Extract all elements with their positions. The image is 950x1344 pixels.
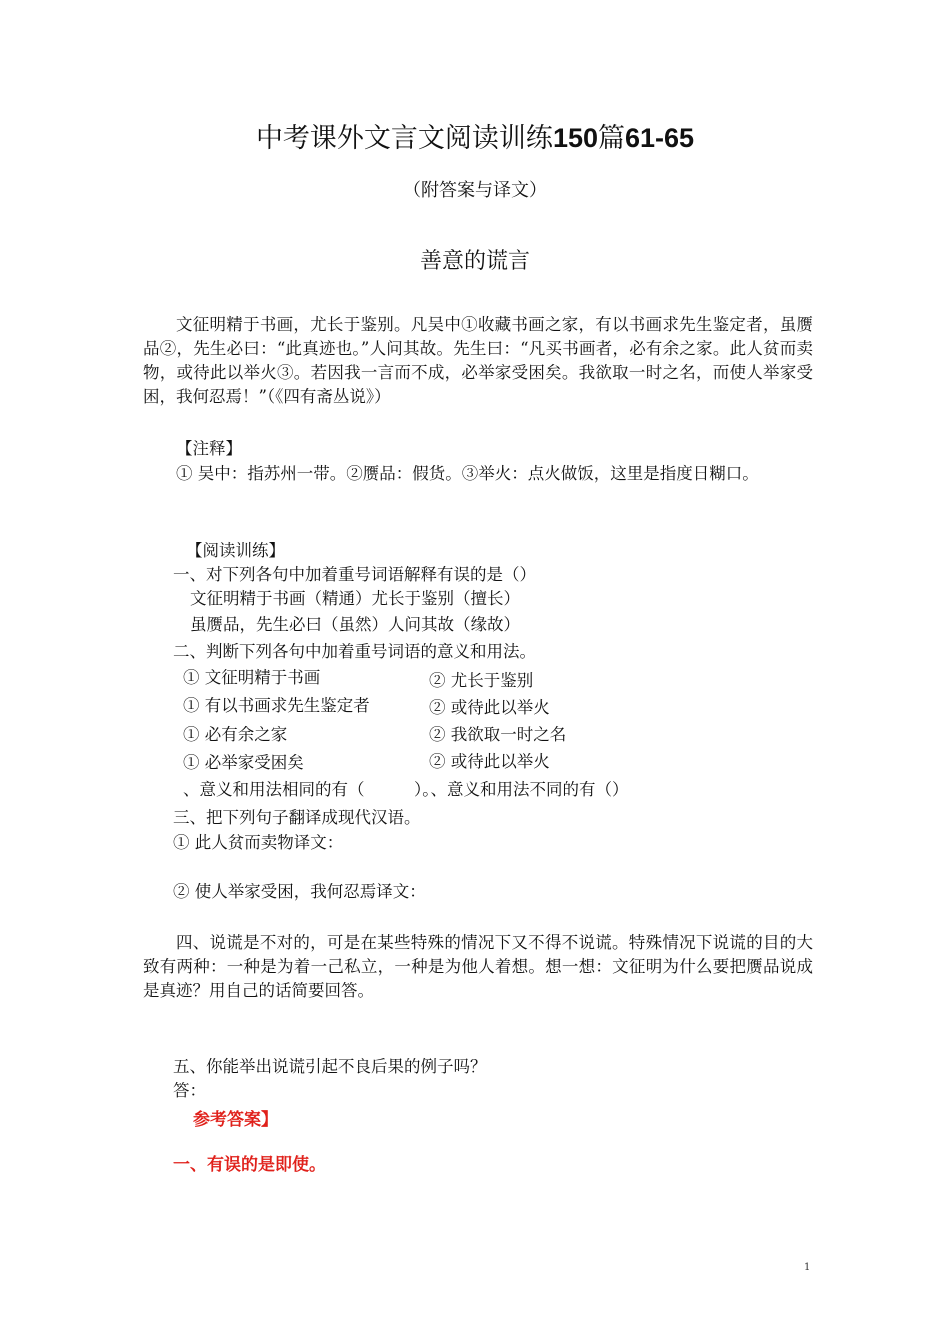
title-main: 中考课外文言文阅读训练: [255, 123, 553, 154]
answers-heading: 参考答案】: [193, 1110, 278, 1130]
page-title: [0, 116, 950, 155]
question-5-answer-label: 答：: [173, 1081, 206, 1100]
question-5: 五、你能举出说谎引起不良后果的例子吗？: [173, 1057, 487, 1076]
question-3: 三、把下列句子翻译成现代汉语。: [173, 808, 421, 827]
question-3-item-2: ② 使人举家受困，我何忍焉译文：: [173, 882, 426, 901]
title-range: 61-65: [625, 123, 695, 153]
question-2-answer-blanks: 、意义和用法相同的有（ ）。、意义和用法不同的有（）: [183, 780, 629, 799]
question-1: 一、对下列各句中加着重号词语解释有误的是（）: [173, 565, 536, 584]
question-3-item-1: ① 此人贫而卖物译文：: [173, 833, 344, 852]
pair-4-left: ① 必举家受困矣: [183, 753, 304, 772]
question-1-line-2: 虽赝品，先生必曰（虽然）人问其故（缘故）: [190, 615, 520, 634]
answer-1: 一、有误的是即使。: [173, 1155, 326, 1175]
pair-1-right: ② 尤长于鉴别: [429, 671, 534, 690]
passage-text: 文征明精于书画，尤长于鉴别。凡吴中①收藏书画之家，有以书画求先生鉴定者，虽赝品②，先生必曰：“此真迹也。”人问其故。先生曰：“凡买书画者，必有余之家。此人贫而卖物，或待此以举火③。若因我一言而不成，必举家受困矣。我欲取一时之名，而使人举家受困，我何忍焉！”（《四有斋丛说》）: [143, 315, 813, 406]
title-suffix: 篇: [598, 123, 625, 154]
question-1-line-1: 文征明精于书画（精通）尤长于鉴别（擅长）: [190, 589, 520, 608]
pair-2-right: ② 或待此以举火: [429, 698, 550, 717]
notes-heading: 【注释】: [176, 439, 242, 458]
pair-3-left: ① 必有余之家: [183, 725, 288, 744]
page-number: 1: [804, 1262, 811, 1273]
pair-3-right: ② 我欲取一时之名: [429, 725, 567, 744]
title-count: 150: [552, 123, 598, 153]
pair-4-right: ② 或待此以举火: [429, 752, 550, 771]
notes-text: ① 吴中：指苏州一带。②赝品：假货。③举火：点火做饭，这里是指度日糊口。: [176, 464, 759, 483]
question-4: 四、说谎是不对的，可是在某些特殊的情况下又不得不说谎。特殊情况下说谎的目的大致有两种：一种是为着一己私立，一种是为他人着想。想一想：文征明为什么要把赝品说成是真迹？用自己的话简要回答。: [143, 933, 813, 1000]
question-2: 二、判断下列各句中加着重号词语的意义和用法。: [173, 642, 536, 661]
exercise-heading: 【阅读训练】: [186, 541, 285, 560]
pair-1-left: ① 文征明精于书画: [183, 668, 321, 687]
story-title: 善意的谎言: [419, 249, 530, 274]
page-subtitle: （附答案与译文）: [403, 180, 547, 201]
pair-2-left: ① 有以书画求先生鉴定者: [183, 696, 370, 715]
